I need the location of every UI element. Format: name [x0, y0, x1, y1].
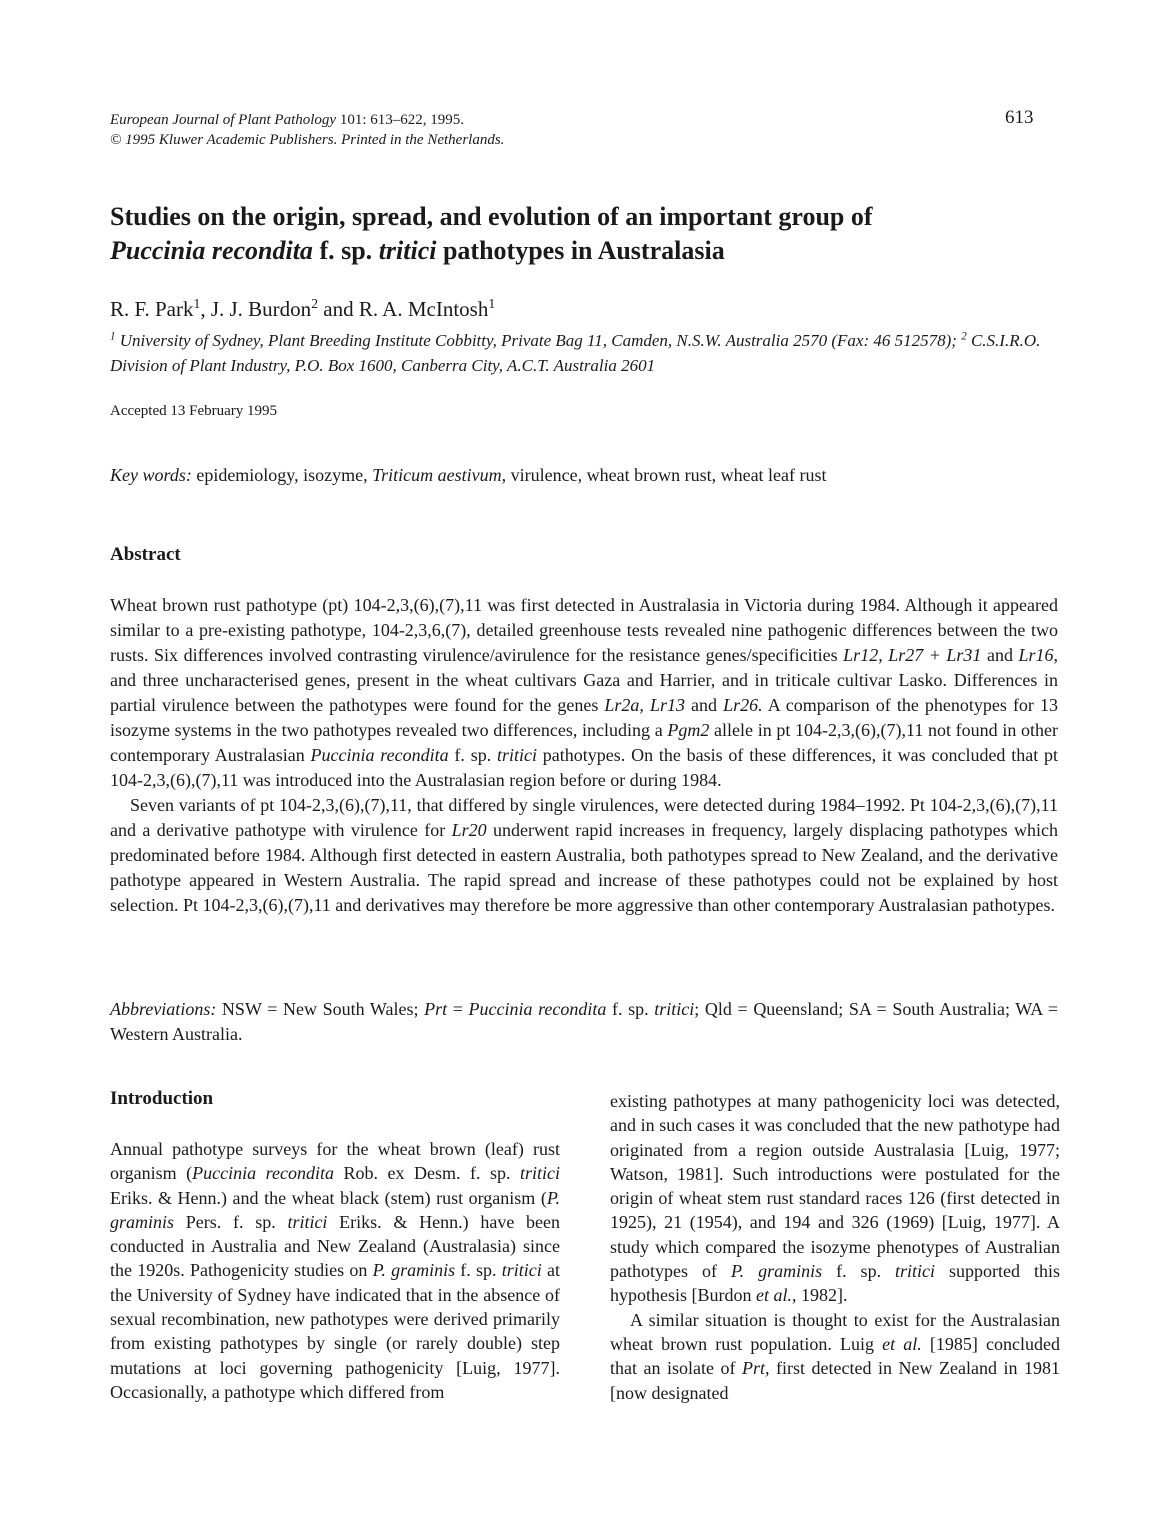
abstract-paragraph: Seven variants of pt 104-2,3,(6),(7),11, that differed by single virulences, were detected during 1984–1992. Pt 104-2,3,(6),(7),11 and a derivative pathotype with virulence for Lr20 underwent rapid increases in frequency, largely displacing pathotypes which predominated before 1984. Although first detected in eastern Australia, both pathotypes spread to New Zealand, and the derivative pathotype appeared in Western Australia. The rapid spread and increase of these pathotypes could not be explained by host selection. Pt 104-2,3,(6),(7),11 and derivatives may therefore be more aggressive than other contemporary Australasian pathotypes.: [110, 795, 1058, 915]
intro-paragraph: Annual pathotype surveys for the wheat brown (leaf) rust organism (Puccinia recondita Rob. ex Desm. f. sp. tritici Eriks. & Henn.) and the wheat black (stem) rust organism (P. graminis Pers. f. sp. tritici Eriks. & Henn.) have been conducted in Australia and New Zealand (Australasia) since the 1920s. Pathogenicity studies on P. graminis f. sp. tritici at the University of Sydney have indicated that in the absence of sexual recombination, new pathotypes were derived primarily from existing pathotypes by single (or rarely double) step mutations at loci governing pathogenicity [Luig, 1977]. Occasionally, a pathotype which differed from: [110, 1139, 561, 1402]
article-title: Studies on the origin, spread, and evolution of an important group of Puccinia recondita f. sp. tritici pathotypes in Australasia: [110, 202, 873, 265]
keywords: Key words: epidemiology, isozyme, Triticum aestivum, virulence, wheat brown rust, wheat leaf rust: [110, 465, 827, 485]
abbreviations: Abbreviations: NSW = New South Wales; Prt = Puccinia recondita f. sp. tritici; Qld = Queensland; SA = South Australia; WA = Western Australia.: [110, 999, 1059, 1044]
journal-citation-line: [110, 110, 504, 130]
abstract-body: [110, 593, 1058, 918]
introduction-heading: Introduction: [110, 1088, 214, 1109]
introduction-column-left: [110, 1137, 560, 1404]
abstract-heading: Abstract: [110, 544, 181, 565]
journal-volume: 101: 613–622, 1995.: [339, 112, 465, 128]
journal-name: European Journal of Plant Pathology: [110, 112, 337, 128]
intro-paragraph: existing pathotypes at many pathogenicity loci was detected, and in such cases it was concluded that the new pathotype had originated from a region outside Australasia [Luig, 1977; Watson, 1981]. Such introductions were postulated for the origin of wheat stem rust standard races 126 (first detected in 1925), 21 (1954), and 194 and 326 (1969) [Luig, 1977]. A study which compared the isozyme phenotypes of Australian pathotypes of P. graminis f. sp. tritici supported this hypothesis [Burdon et al., 1982].: [610, 1091, 1060, 1306]
intro-paragraph: A similar situation is thought to exist for the Australasian wheat brown rust population. Luig et al. [1985] concluded that an isolate of Prt, first detected in New Zealand in 1981 [now designated: [610, 1309, 1060, 1403]
running-header: [110, 110, 504, 150]
page-number: 613: [1005, 107, 1034, 128]
copyright-line: © 1995 Kluwer Academic Publishers. Printed in the Netherlands.: [110, 132, 505, 148]
author-list: R. F. Park$^1$, J. J. Burdon$^2$ and R. A. McIntosh$^1$: [110, 296, 496, 321]
affiliations: $^1$ University of Sydney, Plant Breeding Institute Cobbitty, Private Bag 11, Camden, N.S.W. Australia 2570 (Fax: 46 512578); $^2$ C.S.I.R.O. Division of Plant Industry, P.O. Box 1600, Canberra City, A.C.T. Australia 2601: [110, 330, 1041, 375]
abstract-paragraph: Wheat brown rust pathotype (pt) 104-2,3,(6),(7),11 was first detected in Australasia in Victoria during 1984. Although it appeared similar to a pre-existing pathotype, 104-2,3,6,(7), detailed greenhouse tests revealed nine pathogenic differences between the two rusts. Six differences involved contrasting virulence/avirulence for the resistance genes/specificities Lr12, Lr27 + Lr31 and Lr16, and three uncharacterised genes, present in the wheat cultivars Gaza and Harrier, and in triticale cultivar Lasko. Differences in partial virulence between the pathotypes were found for the genes Lr2a, Lr13 and Lr26. A comparison of the phenotypes for 13 isozyme systems in the two pathotypes revealed two differences, including a Pgm2 allele in pt 104-2,3,(6),(7),11 not found in other contemporary Australasian Puccinia recondita f. sp. tritici pathotypes. On the basis of these differences, it was concluded that pt 104-2,3,(6),(7),11 was introduced into the Australasian region before or during 1984.: [110, 595, 1059, 790]
accepted-date: Accepted 13 February 1995: [110, 403, 278, 419]
introduction-column-right: [610, 1089, 1060, 1405]
